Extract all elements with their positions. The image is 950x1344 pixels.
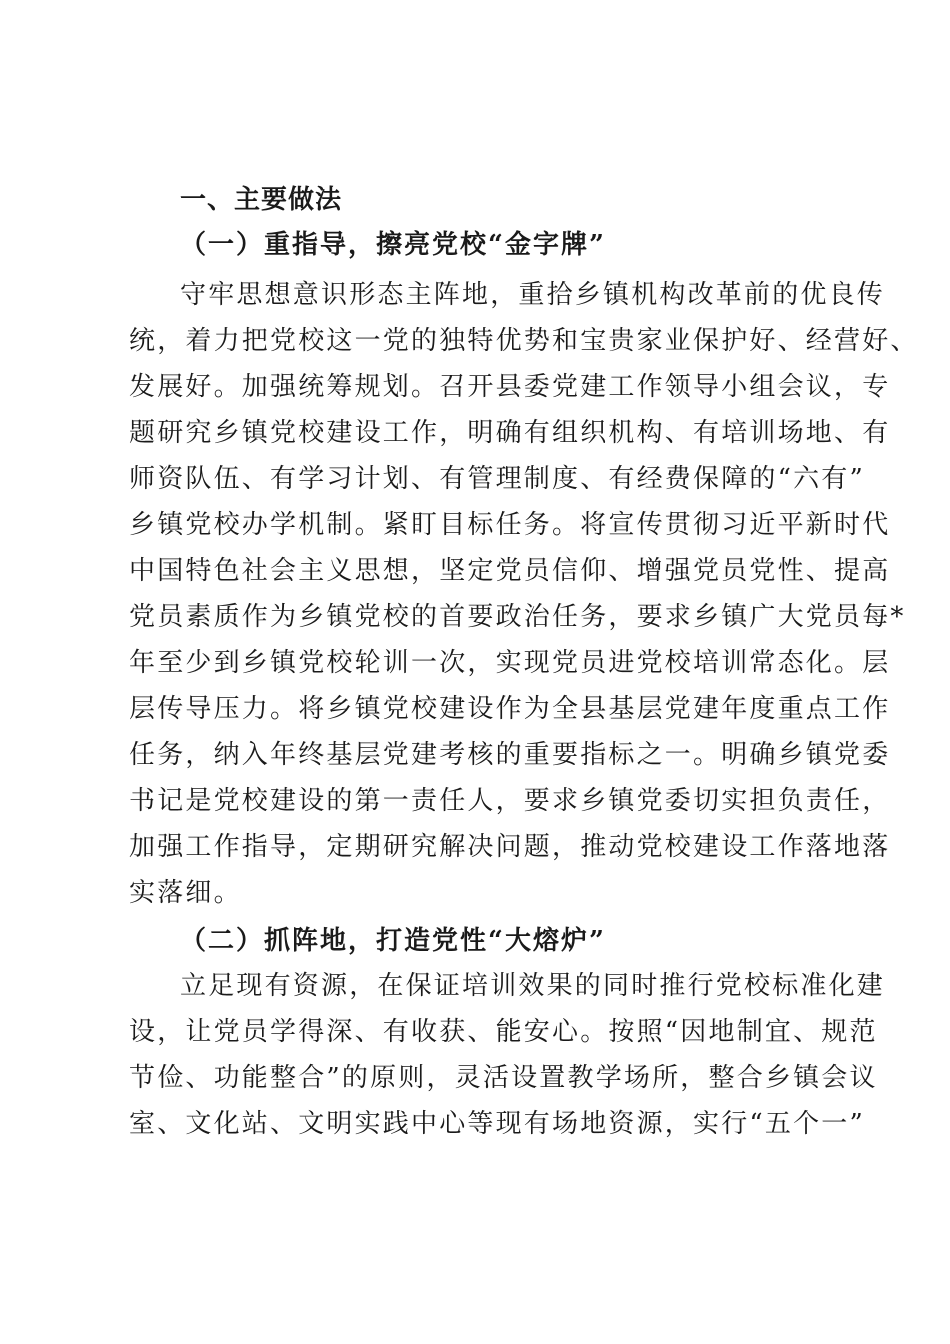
subsection-2-title: （二）抓阵地，打造党性“大熔炉” bbox=[180, 926, 606, 956]
paragraph-line: 室、文化站、文明实践中心等现有场地资源，实行“五个一” bbox=[129, 1109, 865, 1139]
paragraph-line: 乡镇党校办学机制。紧盯目标任务。将宣传贯彻习近平新时代 bbox=[129, 510, 891, 540]
paragraph-line: 统，着力把党校这一党的独特优势和宝贵家业保护好、经营好、 bbox=[129, 326, 919, 356]
paragraph-line: 书记是党校建设的第一责任人，要求乡镇党委切实担负责任， bbox=[129, 786, 891, 816]
paragraph-line: 层传导压力。将乡镇党校建设作为全县基层党建年度重点工作 bbox=[129, 694, 891, 724]
paragraph-line: 发展好。加强统筹规划。召开县委党建工作领导小组会议，专 bbox=[129, 372, 891, 402]
paragraph-line: 师资队伍、有学习计划、有管理制度、有经费保障的“六有” bbox=[129, 464, 865, 494]
section-title: 一、主要做法 bbox=[180, 185, 343, 215]
paragraph-line: 党员素质作为乡镇党校的首要政治任务，要求乡镇广大党员每* bbox=[129, 602, 906, 632]
paragraph-line: 守牢思想意识形态主阵地，重拾乡镇机构改革前的优良传 bbox=[180, 280, 886, 310]
paragraph-line: 题研究乡镇党校建设工作，明确有组织机构、有培训场地、有 bbox=[129, 418, 891, 448]
paragraph-line: 节俭、功能整合”的原则，灵活设置教学场所，整合乡镇会议 bbox=[129, 1063, 878, 1093]
paragraph-line: 实落细。 bbox=[129, 878, 242, 908]
paragraph-line: 立足现有资源，在保证培训效果的同时推行党校标准化建 bbox=[180, 971, 886, 1001]
paragraph-line: 中国特色社会主义思想，坚定党员信仰、增强党员党性、提高 bbox=[129, 556, 891, 586]
paragraph-line: 设，让党员学得深、有收获、能安心。按照“因地制宜、规范 bbox=[129, 1017, 878, 1047]
paragraph-line: 任务，纳入年终基层党建考核的重要指标之一。明确乡镇党委 bbox=[129, 740, 891, 770]
subsection-1-title: （一）重指导，擦亮党校“金字牌” bbox=[180, 230, 606, 260]
paragraph-line: 加强工作指导，定期研究解决问题，推动党校建设工作落地落 bbox=[129, 832, 891, 862]
paragraph-line: 年至少到乡镇党校轮训一次，实现党员进党校培训常态化。层 bbox=[129, 648, 891, 678]
